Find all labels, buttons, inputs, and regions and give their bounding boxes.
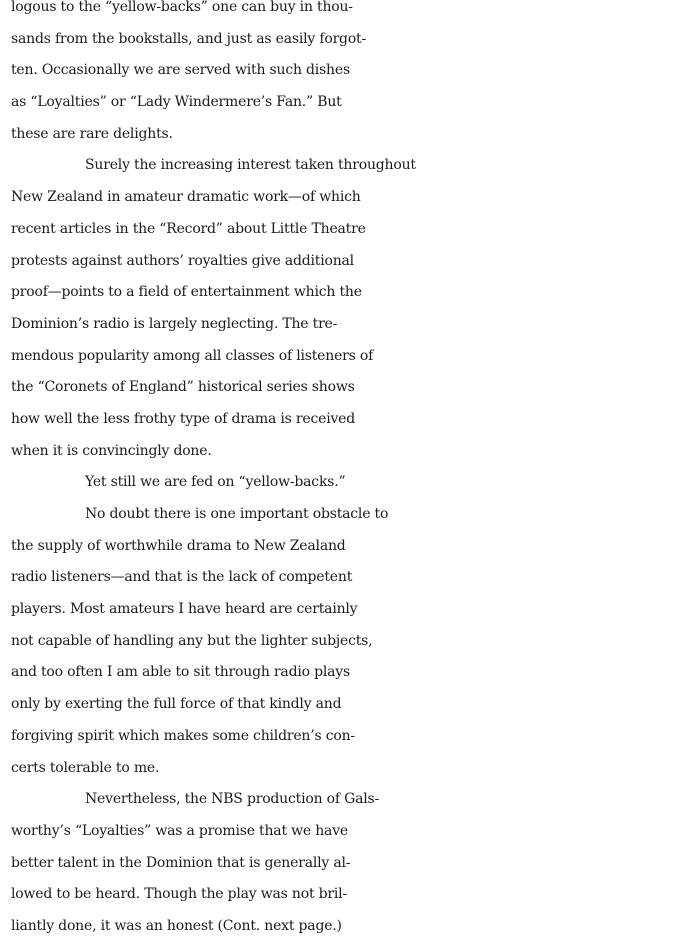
text-line: forgiving spirit which makes some children’s con- [11, 727, 355, 744]
paragraph-first-line: Yet still we are fed on “yellow-backs.” [85, 474, 346, 491]
text-line: these are rare delights. [11, 125, 173, 142]
text-line: the supply of worthwhile drama to New Zealand [11, 537, 346, 554]
paragraph-first-line: Nevertheless, the NBS production of Gals- [85, 791, 380, 808]
text-line: the “Coronets of England” historical series shows [11, 379, 355, 396]
text-line: and too often I am able to sit through radio plays [11, 664, 350, 681]
text-line: sands from the bookstalls, and just as easily forgot- [11, 30, 367, 47]
text-line: players. Most amateurs I have heard are certainly [11, 601, 358, 618]
text-line: ten. Occasionally we are served with such dishes [11, 62, 350, 79]
text-line: worthy’s “Loyalties” was a promise that we have [11, 822, 348, 839]
text-line: logous to the “yellow-backs” one can buy in thou- [11, 0, 353, 15]
text-line: liantly done, it was an honest (Cont. next page.) [11, 917, 342, 934]
text-line: protests against authors’ royalties give additional [11, 252, 354, 269]
text-line: not capable of handling any but the lighter subjects, [11, 632, 373, 649]
text-line: how well the less frothy type of drama is received [11, 410, 356, 427]
text-line: New Zealand in amateur dramatic work—of which [11, 189, 361, 206]
paragraph-first-line: No doubt there is one important obstacle to [85, 506, 389, 522]
paragraph-first-line: Surely the increasing interest taken throughout [85, 157, 416, 174]
text-line: radio listeners—and that is the lack of competent [11, 569, 353, 586]
text-line: mendous popularity among all classes of listeners of [11, 347, 374, 364]
text-line: as “Loyalties” or “Lady Windermere’s Fan.” But [11, 94, 342, 111]
text-line: certs tolerable to me. [11, 759, 160, 776]
text-line: lowed to be heard. Though the play was not bril- [11, 886, 347, 903]
text-line: better talent in the Dominion that is generally al- [11, 854, 351, 871]
text-line: proof—points to a field of entertainment which the [11, 284, 362, 301]
text-line: only by exerting the full force of that kindly and [11, 696, 342, 713]
text-line: recent articles in the “Record” about Little Theatre [11, 220, 366, 237]
text-line: when it is convincingly done. [11, 442, 212, 459]
text-line: Dominion’s radio is largely neglecting. The tre- [11, 315, 338, 332]
